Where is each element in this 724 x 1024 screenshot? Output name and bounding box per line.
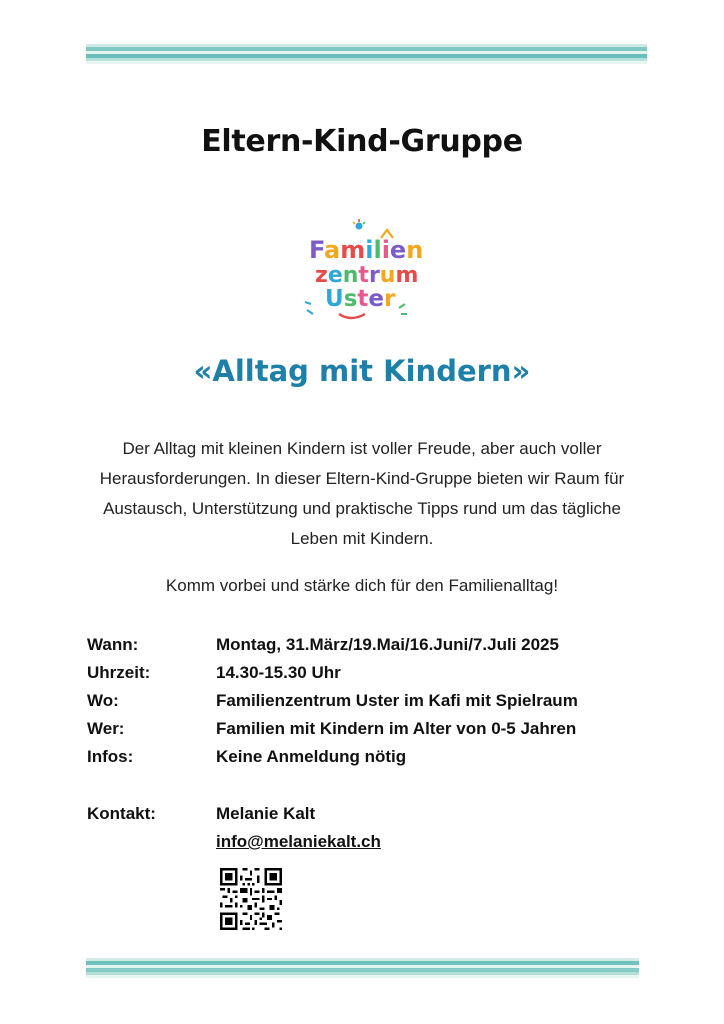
bottom-decorative-stripe (86, 958, 639, 978)
logo-letter: i (381, 236, 390, 264)
logo-letter: e (327, 263, 343, 288)
logo-line-1 (309, 236, 423, 264)
logo-letter: n (342, 263, 359, 288)
logo-letter: m (340, 236, 366, 264)
detail-value-infos: Keine Anmeldung nötig (216, 747, 407, 766)
logo-line-2 (315, 263, 418, 288)
detail-label-wo: Wo: (87, 691, 119, 710)
top-decorative-stripe (86, 44, 647, 64)
detail-label-wer: Wer: (87, 719, 125, 738)
logo-letter: r (384, 286, 396, 312)
logo-letter: u (379, 263, 396, 288)
logo-letter: t (358, 263, 369, 288)
logo-line-3 (325, 286, 396, 312)
logo-letter: s (343, 286, 358, 312)
page-title: Eltern-Kind-Gruppe (201, 124, 523, 159)
logo-letter: F (309, 236, 324, 264)
logo-letter: a (324, 236, 341, 264)
logo-letter: t (357, 286, 369, 312)
intro-paragraph: Der Alltag mit kleinen Kindern ist voller Freude, aber auch voller Herausforderungen. In dieser Eltern-Kind-Gruppe bieten wir Raum für Austausch, Unterstützung und praktische Tipps rund um das tägliche Leben mit Kindern. (99, 439, 625, 548)
event-subtitle: «Alltag mit Kindern» (193, 354, 531, 388)
logo-letter: r (368, 263, 380, 288)
detail-label-uhrzeit: Uhrzeit: (87, 663, 151, 682)
detail-label-infos: Infos: (87, 747, 134, 766)
logo-letter: l (373, 236, 382, 264)
logo-letter: m (395, 263, 419, 288)
logo-letter: i (365, 236, 374, 264)
familienzentrum-logo (303, 218, 424, 324)
detail-value-wann: Montag, 31.März/19.Mai/16.Juni/7.Juli 2025 (216, 635, 559, 654)
qr-code[interactable] (220, 868, 282, 930)
detail-value-wo: Familienzentrum Uster im Kafi mit Spielraum (216, 691, 578, 710)
contact-email-link[interactable]: info@melaniekalt.ch (216, 832, 381, 851)
contact-label: Kontakt: (87, 804, 156, 823)
logo-letter: z (315, 263, 328, 288)
call-to-action: Komm vorbei und stärke dich für den Familienalltag! (165, 576, 559, 595)
logo-letter: e (368, 286, 384, 312)
detail-value-wer: Familien mit Kindern im Alter von 0-5 Jahren (216, 719, 577, 738)
logo-letter: e (389, 236, 407, 264)
logo-letter: U (325, 286, 344, 312)
detail-value-uhrzeit: 14.30-15.30 Uhr (216, 663, 341, 682)
logo-letter: n (406, 236, 424, 264)
contact-name: Melanie Kalt (216, 804, 316, 823)
detail-label-wann: Wann: (87, 635, 139, 654)
